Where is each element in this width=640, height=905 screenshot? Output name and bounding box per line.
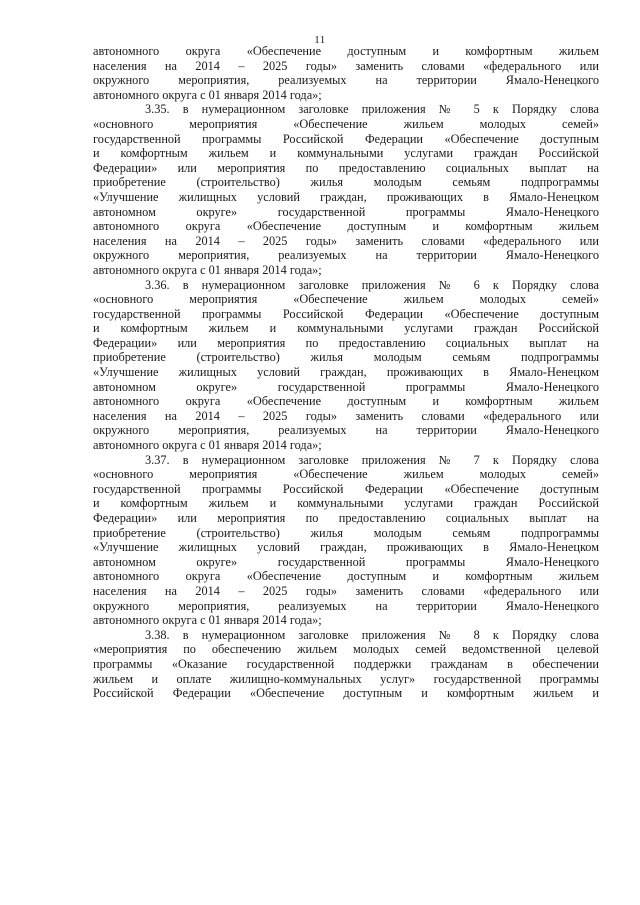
text-line: и комфортным жильем и коммунальными услугами граждан Российской bbox=[93, 146, 599, 161]
text-line: Федерации» или мероприятия по предоставлению социальных выплат на bbox=[93, 511, 599, 525]
text-line: государственной программы Российской Федерации «Обеспечение доступным bbox=[93, 131, 599, 146]
text-line: населения на 2014 – 2025 годы» заменить словами «федерального или bbox=[93, 58, 599, 73]
text-line: окружного мероприятия, реализуемых на территории Ямало-Ненецкого bbox=[93, 598, 599, 613]
text-line: жильем и оплате жилищно-коммунальных услуг» государственной программы bbox=[93, 671, 599, 686]
text-line: автономного округа с 01 января 2014 года»; bbox=[93, 87, 322, 102]
text-line: приобретение (строительство) жилья молодым семьям подпрограммы bbox=[93, 525, 599, 540]
text-line: 3.38. в нумерационном заголовке приложения № 8 к Порядку слова bbox=[145, 627, 599, 642]
text-line: 3.36. в нумерационном заголовке приложения № 6 к Порядку слова bbox=[145, 277, 599, 292]
text-line: приобретение (строительство) жилья молодым семьям подпрограммы bbox=[93, 350, 599, 365]
text-line: 3.37. в нумерационном заголовке приложения № 7 к Порядку слова bbox=[145, 452, 599, 467]
text-line: государственной программы Российской Федерации «Обеспечение доступным bbox=[93, 481, 599, 496]
text-line: автономном округе» государственной программы Ямало-Ненецкого bbox=[93, 379, 599, 394]
text-line: автономного округа с 01 января 2014 года»; bbox=[93, 262, 322, 277]
text-line: государственной программы Российской Федерации «Обеспечение доступным bbox=[93, 306, 599, 321]
text-line: программы «Оказание государственной поддержки гражданам в обеспечении bbox=[93, 656, 599, 671]
text-line: «основного мероприятия «Обеспечение жильем молодых семей» bbox=[93, 116, 599, 131]
text-line: 3.35. в нумерационном заголовке приложения № 5 к Порядку слова bbox=[145, 102, 599, 117]
text-line: автономного округа «Обеспечение доступным и комфортным жильем bbox=[93, 569, 599, 584]
text-line: «мероприятия по обеспечению жильем молодых семей ведомственной целевой bbox=[93, 642, 599, 657]
text-line: автономном округе» государственной программы Ямало-Ненецкого bbox=[93, 554, 599, 569]
text-line: и комфортным жильем и коммунальными услугами граждан Российской bbox=[93, 496, 599, 511]
text-line: населения на 2014 – 2025 годы» заменить словами «федерального или bbox=[93, 408, 599, 423]
text-line: «Улучшение жилищных условий граждан, проживающих в Ямало-Ненецком bbox=[93, 540, 599, 555]
text-line: населения на 2014 – 2025 годы» заменить словами «федерального или bbox=[93, 583, 599, 598]
text-line: окружного мероприятия, реализуемых на территории Ямало-Ненецкого bbox=[93, 73, 599, 88]
document-text bbox=[93, 44, 599, 701]
text-line: автономного округа с 01 января 2014 года»; bbox=[93, 438, 322, 453]
text-line: автономного округа с 01 января 2014 года»; bbox=[93, 613, 322, 628]
text-line: «основного мероприятия «Обеспечение жильем молодых семей» bbox=[93, 467, 599, 482]
text-line: окружного мероприятия, реализуемых на территории Ямало-Ненецкого bbox=[93, 423, 599, 438]
text-line: Федерации» или мероприятия по предоставлению социальных выплат на bbox=[93, 160, 599, 175]
text-line: приобретение (строительство) жилья молодым семьям подпрограммы bbox=[93, 175, 599, 190]
text-line: «основного мероприятия «Обеспечение жильем молодых семей» bbox=[93, 292, 599, 307]
text-line: и комфортным жильем и коммунальными услугами граждан Российской bbox=[93, 321, 599, 336]
document-body bbox=[93, 44, 599, 701]
text-line: автономном округе» государственной программы Ямало-Ненецкого bbox=[93, 204, 599, 219]
text-line: населения на 2014 – 2025 годы» заменить словами «федерального или bbox=[93, 233, 599, 248]
text-line: Российской Федерации «Обеспечение доступным и комфортным жильем и bbox=[93, 686, 599, 701]
text-line: Федерации» или мероприятия по предоставлению социальных выплат на bbox=[93, 335, 599, 350]
page-number: 11 bbox=[314, 34, 326, 46]
text-line: автономного округа «Обеспечение доступным и комфортным жильем bbox=[93, 394, 599, 409]
text-line: окружного мероприятия, реализуемых на территории Ямало-Ненецкого bbox=[93, 248, 599, 263]
text-line: автономного округа «Обеспечение доступным и комфортным жильем bbox=[93, 44, 599, 58]
text-line: автономного округа «Обеспечение доступным и комфортным жильем bbox=[93, 219, 599, 234]
text-line: «Улучшение жилищных условий граждан, проживающих в Ямало-Ненецком bbox=[93, 365, 599, 380]
text-line: «Улучшение жилищных условий граждан, проживающих в Ямало-Ненецком bbox=[93, 189, 599, 204]
